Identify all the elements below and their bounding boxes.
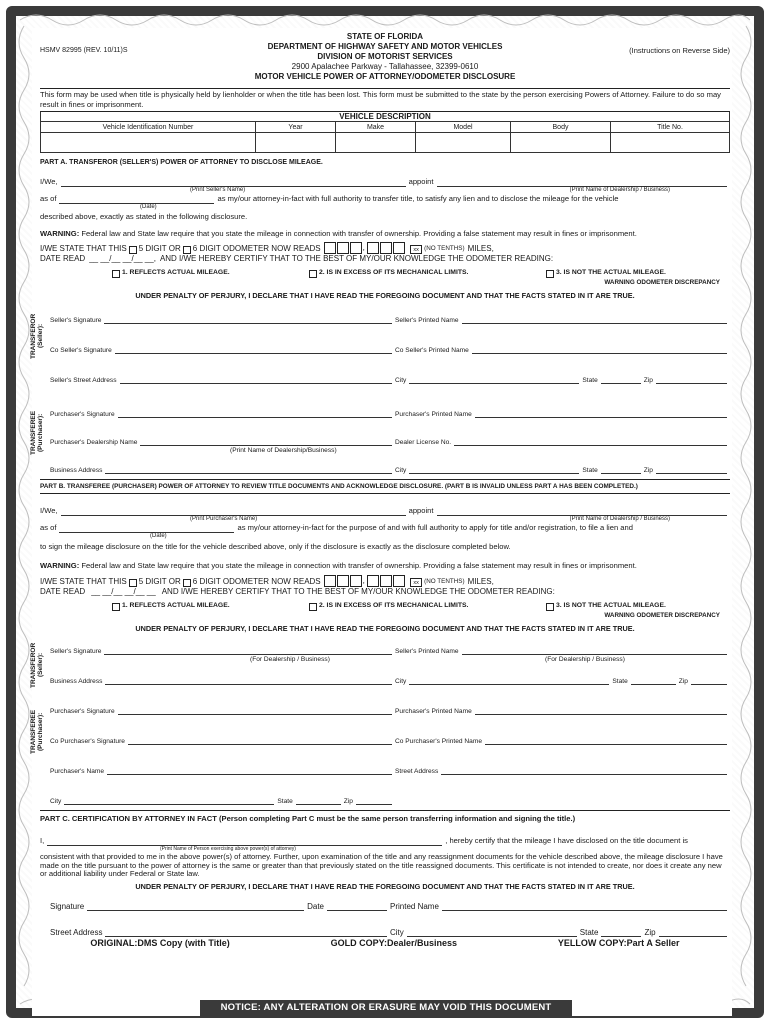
purchaser-signature-field[interactable] xyxy=(118,410,392,418)
vehicle-table xyxy=(40,121,730,153)
city-label: City xyxy=(395,466,407,474)
state-label: State xyxy=(579,927,599,937)
co-purchaser-printed-name-label: Co Purchaser's Printed Name xyxy=(395,738,483,745)
yellow-copy-label: YELLOW COPY:Part A Seller xyxy=(557,937,680,948)
state-that-label: I/WE STATE THAT THIS xyxy=(40,577,127,586)
reflects-actual-label: 1. REFLECTS ACTUAL MILEAGE. xyxy=(122,602,230,609)
purchaser-printed-name-label: Purchaser's Printed Name xyxy=(395,708,472,715)
title-no-field[interactable] xyxy=(611,133,730,153)
part-b-transferee-block xyxy=(30,689,730,805)
transferee-label: TRANSFEREE (Purchaser): xyxy=(30,410,44,455)
excess-limits-checkbox[interactable] xyxy=(309,270,317,278)
caption-attorney-name: (Print Name of Person exercising above power(s) of attorney) xyxy=(160,846,296,852)
year-field[interactable] xyxy=(256,133,336,153)
caption-purchaser-name: (Print Purchaser's Name) xyxy=(190,515,258,522)
city-field[interactable] xyxy=(407,929,577,937)
transferor-label: TRANSFEROR (Seller): xyxy=(30,312,44,359)
part-b-warning xyxy=(40,561,730,571)
business-address-field[interactable] xyxy=(105,677,392,685)
odometer-digit-6[interactable] xyxy=(393,242,405,254)
dealer-license-field[interactable] xyxy=(454,438,727,446)
not-actual-checkbox[interactable] xyxy=(546,603,554,611)
part-a-perjury: UNDER PENALTY OF PERJURY, I DECLARE THAT I HAVE READ THE FOREGOING DOCUMENT AND THAT THE FACTS STATED IN IT ARE TRUE. xyxy=(135,290,635,300)
odometer-digit-4[interactable] xyxy=(367,242,379,254)
not-actual-checkbox[interactable] xyxy=(546,270,554,278)
zip-label: Zip xyxy=(343,798,353,805)
attorney-name-field[interactable] xyxy=(47,837,442,846)
attorney-text: as my/our attorney-in-fact with full authority to transfer title, to satisfy any lien and to disclose the mileage for the vehicle xyxy=(217,194,619,203)
caption-dealership: (Print Name of Dealership / Business) xyxy=(569,187,670,193)
odometer-digit-1[interactable] xyxy=(324,575,336,587)
warning-text: Federal law and State law require that you state the mileage in connection with transfer of ownership. Providing a false statement may result in fines or imprisonment. xyxy=(81,229,637,238)
seller-street-label: Seller's Street Address xyxy=(50,376,117,384)
date-label: Date xyxy=(307,901,324,911)
odometer-digit-1[interactable] xyxy=(324,242,336,254)
alteration-notice: NOTICE: ANY ALTERATION OR ERASURE MAY VOID THIS DOCUMENT xyxy=(200,1000,572,1016)
odometer-digit-4[interactable] xyxy=(367,575,379,587)
warning-label: WARNING: xyxy=(40,229,80,238)
co-seller-printed-name-field[interactable] xyxy=(472,346,727,354)
reflects-actual-checkbox[interactable] xyxy=(112,270,120,278)
tenths-box: xx xyxy=(410,578,422,587)
iwe-label: I/We, xyxy=(40,505,58,515)
form-number: HSMV 82995 (REV. 10/11)S xyxy=(40,47,128,54)
city-label: City xyxy=(395,678,407,685)
dealership-name-field[interactable] xyxy=(437,178,727,187)
purchaser-zip-field[interactable] xyxy=(356,797,392,805)
part-b-heading: PART B. TRANSFEREE (PURCHASER) POWER OF ATTORNEY TO REVIEW TITLE DOCUMENTS AND ACKNOWLEDGE DISCLOSURE. (PART B IS INVALID UNLESS PART A HAS BEEN COMPLETED.) xyxy=(40,482,638,490)
seller-street-field[interactable] xyxy=(120,376,393,384)
seller-printed-name-label: Seller's Printed Name xyxy=(395,316,459,324)
sign-text: to sign the mileage disclosure on the title for the vehicle described above, only if the disclosure is exactly as the disclosure completed below. xyxy=(40,541,511,551)
odometer-digit-3[interactable] xyxy=(350,242,362,254)
no-tenths-label: (NO TENTHS) xyxy=(424,578,465,585)
purchaser-name-label: Purchaser's Name xyxy=(50,768,105,775)
purchaser-printed-name-field[interactable] xyxy=(475,707,727,715)
state-label: State xyxy=(582,466,598,474)
odometer-digit-5[interactable] xyxy=(380,242,392,254)
street-address-field[interactable] xyxy=(441,767,727,775)
business-address-label: Business Address xyxy=(50,466,103,474)
date-field[interactable] xyxy=(327,903,387,911)
col-vin: Vehicle Identification Number xyxy=(41,122,256,133)
co-purchaser-printed-name-field[interactable] xyxy=(485,737,727,745)
warning-text: Federal law and State law require that you state the mileage in connection with transfer of ownership. Providing a false statement may result in fines or imprisonment. xyxy=(81,560,637,570)
vehicle-description-title: VEHICLE DESCRIPTION xyxy=(40,111,730,121)
printed-name-label: Printed Name xyxy=(390,901,439,911)
copy-distribution xyxy=(40,938,730,948)
business-zip-field[interactable] xyxy=(656,466,727,474)
signature-label: Signature xyxy=(50,901,85,911)
business-city-field[interactable] xyxy=(409,466,579,474)
odometer-digit-2[interactable] xyxy=(337,242,349,254)
seller-name-field[interactable] xyxy=(61,178,406,187)
purchaser-dealership-field[interactable] xyxy=(140,438,392,446)
excess-limits-label: 2. IS IN EXCESS OF ITS MECHANICAL LIMITS. xyxy=(319,268,469,276)
business-zip-field[interactable] xyxy=(691,677,727,685)
part-c-heading: PART C. CERTIFICATION BY ATTORNEY IN FACT (Person completing Part C must be the same person transferring information and signing the title.) xyxy=(40,814,576,823)
state-name: STATE OF FLORIDA xyxy=(346,32,424,41)
state-label: State xyxy=(612,678,628,685)
signature-field[interactable] xyxy=(87,903,304,911)
make-field[interactable] xyxy=(336,133,416,153)
odometer-digit-6[interactable] xyxy=(393,575,405,587)
odometer-discrepancy-warning: WARNING ODOMETER DISCREPANCY xyxy=(604,278,720,286)
excess-limits-label: 2. IS IN EXCESS OF ITS MECHANICAL LIMITS. xyxy=(319,602,469,609)
original-copy-label: ORIGINAL:DMS Copy (with Title) xyxy=(90,937,230,948)
body-field[interactable] xyxy=(511,133,611,153)
seller-printed-name-field[interactable] xyxy=(462,316,727,324)
col-year: Year xyxy=(256,122,336,133)
odometer-discrepancy-warning: WARNING ODOMETER DISCREPANCY xyxy=(604,612,720,619)
certify-text: AND I/WE HEREBY CERTIFY THAT TO THE BEST OF MY/OUR KNOWLEDGE THE ODOMETER READING: xyxy=(159,253,554,263)
date-field[interactable] xyxy=(59,524,234,533)
part-c-body: consistent with that provided to me in the above power(s) of attorney. Further, upon examination of the title and any reassignment documents for the vehicle described above, the mileage disclosure I have made on the title pursuant to the power of attorney is the same or greater than that previously stated on the title reassigned documents. This certificate is not intended to create, nor does it create any new or additional liability under Federal or State law. xyxy=(40,852,723,879)
purchaser-state-field[interactable] xyxy=(296,797,341,805)
five-digit-checkbox[interactable] xyxy=(129,246,137,254)
caption-seller-name: (Print Seller's Name) xyxy=(190,187,246,193)
street-address-label: Street Address xyxy=(395,768,439,775)
date-read-field[interactable]: __ __/__ __/__ __ xyxy=(91,587,156,596)
zip-label: Zip xyxy=(644,927,656,937)
division-name: DIVISION OF MOTORIST SERVICES xyxy=(317,52,453,61)
odometer-form: HSMV 82995 (REV. 10/11)S (Instructions on Reverse Side) STATE OF FLORIDA DEPARTMENT OF HIGHWAY SAFETY AND MOTOR VEHICLES DIVISION OF MOTORIST SERVICES 2900 Apalachee Parkway - Tallahassee, 32399-0610 MOTOR VEHICLE POWER OF ATTORNEY/ODOMETER DISCLOSURE This form may be used when title is physically held by lienholder or when the title has been lost. This form must be submitted to the state by the person exercising Powers of Attorney. Failure to do so may result in fines or imprisonment. VEHICLE DESCRIPTION Vehicle Identification Number Year Make Model Body Title No. PART A. TRANSFEROR (SELLER'S) POWER OF ATTORNEY TO DISCLOSE MILEAGE. I/We, appoint (Print Seller's Name) (Print Name of Dealership / Business) as of as my/our attorney-in-fact with full authority to transfer title, to satisfy any lien and to disclose the mileage for the vehicle (Date) described above, exactly as stated in the following disclosure. WARNING: Federal law and State law require that you state the mileage in connection with transfer of ownership. Providing a false statement may result in fines or imprisonment. I/WE STATE THAT THIS 5 DIGIT OR 6 DIGIT ODOMETER NOW READS , xx (NO TENTHS) MILES, DATE READ __ __/__ __/__ __, AND I/WE HEREBY CERTIFY THAT TO THE BEST OF MY/OUR KNOWLEDGE THE ODOMETER READING: 1. REFLECTS ACTUAL MILEAGE. 2. IS IN EXCESS OF ITS MECHANICAL LIMITS. 3. IS NOT THE ACTUAL MILEAGE. WARNING ODOMETER DISCREPANCY UNDER PENALTY OF PERJURY, I DECLARE THAT I HAVE READ THE FOREGOING DOCUMENT AND THAT THE FACTS STATED IN IT ARE TRUE. TRANSFEROR (Seller): Seller's Signature Seller's Printed Name Co Seller's Signature Co Seller's Printed Name Seller's Street Address City State Zip TRANSFEREE (Purchaser): Purchaser's Signature Purchaser's Printed Name Purchaser's Dealership Name Dealer License No. (Print Name of Dealership/Business) Business Address City State Zip PART B. TRANSFEREE (PURCHASER) POWER OF ATTORNEY TO REVIEW TITLE DOCUMENTS AND ACKNOWLEDGE DISCLOSURE. (PART B IS INVALID UNLESS PART A HAS BEEN COMPLETED.) I/We, appoint (Print Purchaser's Name) (Print Name of Dealership / Business) as of as my/our attorney-in-fact for the purpose of and with full authority to apply for title and/or registration, to file a lien and (Date) to sign the mileage disclosure on the title for the vehicle described above, only if the disclosure is exactly as the disclosure completed below. WARNING: Federal law and State law require that you state the mileage in connection with transfer of ownership. Providing a false statement may result in fines or imprisonment. I/WE STATE THAT THIS 5 DIGIT OR 6 DIGIT ODOMETER NOW READS , xx (NO TENTHS) MILES, DATE READ __ __/__ __/__ __ AND I/WE HEREBY CERTIFY THAT TO THE BEST OF MY/OUR KNOWLEDGE THE ODOMETER READING: 1. REFLECTS ACTUAL MILEAGE. 2. IS IN EXCESS OF ITS MECHANICAL LIMITS. 3. IS NOT THE ACTUAL MILEAGE. WARNING ODOMETER DISCREPANCY UNDER PENALTY OF PERJURY, I DECLARE THAT I HAVE READ THE FOREGOING DOCUMENT AND THAT THE FACTS STATED IN IT ARE TRUE. TRANSFEROR (Seller): Seller's Signature Seller's Printed Name (For Dealership / Business) (For Dealership / Business) Business Address City State Zip TRANSFEREE (Purchaser): Purchaser's Signature Purchaser's Printed Name Co Purchaser's Signature Co Purchaser's Printed Name Purchaser's Name Street Address City State Zip PART C. CERTIFICATION BY ATTORNEY IN FACT (Person completing Part C must be the same person transferring information and signing the title.) I, , hereby certify that the mileage I have disclosed on the title document is (Print Name of Person exercising above power(s) of attorney) consistent with that provided to me in the above power(s) of attorney. Further, upon examination of the title and any reassignment documents for the vehicle described above, the mileage disclosure I have made on the title pursuant to the power of attorney is the same or greater than that previously stated on the title reassigned documents. This certificate is not intended to create, nor does it create any new or additional liability under Federal or State law. UNDER PENALTY OF PERJURY, I DECLARE THAT I HAVE READ THE FOREGOING DOCUMENT AND THAT THE FACTS STATED IN IT ARE TRUE. Signature Date Printed Name Street Address City State Zip ORIGINAL:DMS Copy (with Title) GOLD COPY:Dealer/Business YELLOW COPY:Part A Seller xyxy=(30,32,730,948)
certify-text: , hereby certify that the mileage I have disclosed on the title document is xyxy=(445,836,688,845)
part-a-heading: PART A. TRANSFEROR (SELLER'S) POWER OF ATTORNEY TO DISCLOSE MILEAGE. xyxy=(40,159,323,166)
purchaser-signature-label: Purchaser's Signature xyxy=(50,410,115,418)
caption-printed-dealership: (For Dealership / Business) xyxy=(545,656,625,663)
purchaser-signature-field[interactable] xyxy=(118,707,392,715)
warning-label: WARNING: xyxy=(40,560,80,570)
six-digit-label: 6 DIGIT ODOMETER NOW READS xyxy=(192,243,321,253)
purchaser-dealership-label: Purchaser's Dealership Name xyxy=(50,438,138,446)
tenths-box: xx xyxy=(410,245,422,254)
iwe-label: I/We, xyxy=(40,177,58,186)
intro-text: This form may be used when title is physically held by lienholder or when the title has been lost. This form must be submitted to the state by the person exercising Powers of Attorney. Failure to do so may result in fines or imprisonment. xyxy=(40,90,721,109)
excess-limits-checkbox[interactable] xyxy=(309,603,317,611)
no-tenths-label: (NO TENTHS) xyxy=(424,244,465,252)
attorney-text: as my/our attorney-in-fact for the purpose of and with full authority to apply for title and/or registration, to file a lien and xyxy=(237,522,633,532)
street-address-field[interactable] xyxy=(105,929,387,937)
business-state-field[interactable] xyxy=(601,466,641,474)
date-read-label: DATE READ xyxy=(40,253,86,263)
caption-dealership: (Print Name of Dealership / Business) xyxy=(569,515,670,522)
six-digit-checkbox[interactable] xyxy=(183,246,191,254)
street-address-label: Street Address xyxy=(50,927,103,937)
purchaser-signature-label: Purchaser's Signature xyxy=(50,708,115,715)
seller-signature-field[interactable] xyxy=(104,316,392,324)
transferor-label: TRANSFEROR (Seller): xyxy=(30,642,44,688)
zip-label: Zip xyxy=(643,466,653,474)
appoint-label: appoint xyxy=(408,177,434,186)
miles-label: MILES, xyxy=(467,577,494,586)
miles-label: MILES, xyxy=(467,243,494,253)
transferee-label: TRANSFEREE (Purchaser): xyxy=(30,709,44,755)
zip-label: Zip xyxy=(678,678,688,685)
seller-signature-field[interactable] xyxy=(104,647,392,655)
state-label: State xyxy=(277,798,293,805)
six-digit-checkbox[interactable] xyxy=(183,579,191,587)
seller-printed-name-field[interactable] xyxy=(462,647,727,655)
odometer-digit-2[interactable] xyxy=(337,575,349,587)
described-text: described above, exactly as stated in the following disclosure. xyxy=(40,212,248,221)
co-purchaser-signature-label: Co Purchaser's Signature xyxy=(50,738,125,745)
caption-dealership-business: (Print Name of Dealership/Business) xyxy=(230,446,337,454)
col-body: Body xyxy=(511,122,611,133)
city-label: City xyxy=(395,376,407,384)
part-b-perjury: UNDER PENALTY OF PERJURY, I DECLARE THAT I HAVE READ THE FOREGOING DOCUMENT AND THAT THE FACTS STATED IN IT ARE TRUE. xyxy=(135,624,635,633)
purchaser-printed-name-field[interactable] xyxy=(475,410,727,418)
state-that-label: I/WE STATE THAT THIS xyxy=(40,243,127,253)
purchaser-printed-name-label: Purchaser's Printed Name xyxy=(395,410,472,418)
part-a-transferor-block xyxy=(30,306,730,384)
seller-zip-field[interactable] xyxy=(656,376,727,384)
zip-field[interactable] xyxy=(659,929,727,937)
business-state-field[interactable] xyxy=(631,677,676,685)
date-read-label: DATE READ xyxy=(40,587,86,596)
six-digit-label: 6 DIGIT ODOMETER NOW READS xyxy=(192,577,321,586)
caption-date: (Date) xyxy=(140,204,157,210)
state-field[interactable] xyxy=(601,929,641,937)
department-name: DEPARTMENT OF HIGHWAY SAFETY AND MOTOR VEHICLES xyxy=(267,42,503,51)
date-field[interactable] xyxy=(59,195,214,204)
dealership-name-field[interactable] xyxy=(437,507,727,516)
state-label: State xyxy=(582,376,598,384)
co-seller-signature-label: Co Seller's Signature xyxy=(50,346,112,354)
part-a-transferee-block xyxy=(30,388,730,474)
five-digit-checkbox[interactable] xyxy=(129,579,137,587)
form-header xyxy=(40,32,730,88)
seller-state-field[interactable] xyxy=(601,376,641,384)
business-address-label: Business Address xyxy=(50,678,103,685)
col-model: Model xyxy=(416,122,511,133)
seller-signature-label: Seller's Signature xyxy=(50,648,102,655)
city-label: City xyxy=(50,798,62,805)
caption-seller-dealership: (For Dealership / Business) xyxy=(250,656,330,663)
co-seller-printed-name-label: Co Seller's Printed Name xyxy=(395,346,469,354)
five-digit-label: 5 DIGIT OR xyxy=(138,243,181,253)
part-a-warning xyxy=(40,229,730,239)
printed-name-field[interactable] xyxy=(442,903,727,911)
purchaser-name-field[interactable] xyxy=(61,507,406,516)
certify-text: AND I/WE HEREBY CERTIFY THAT TO THE BEST OF MY/OUR KNOWLEDGE THE ODOMETER READING: xyxy=(161,587,555,596)
purchaser-name-field[interactable] xyxy=(107,767,392,775)
department-address: 2900 Apalachee Parkway - Tallahassee, 32399-0610 xyxy=(291,62,479,71)
seller-signature-label: Seller's Signature xyxy=(50,316,102,324)
col-make: Make xyxy=(336,122,416,133)
vin-field[interactable] xyxy=(41,133,256,153)
seller-city-field[interactable] xyxy=(409,376,579,384)
caption-date: (Date) xyxy=(150,532,167,539)
purchaser-city-field[interactable] xyxy=(64,797,274,805)
dealer-license-label: Dealer License No. xyxy=(395,438,452,446)
date-read-field[interactable]: __ __/__ __/__ __, xyxy=(89,253,156,263)
co-seller-signature-field[interactable] xyxy=(115,346,392,354)
col-title-no: Title No. xyxy=(611,122,730,133)
business-address-field[interactable] xyxy=(105,466,392,474)
seller-printed-name-label: Seller's Printed Name xyxy=(395,648,459,655)
city-label: City xyxy=(390,927,404,937)
appoint-label: appoint xyxy=(408,505,434,515)
business-city-field[interactable] xyxy=(409,677,609,685)
odometer-digit-3[interactable] xyxy=(350,575,362,587)
as-of-label: as of xyxy=(40,194,57,203)
not-actual-label: 3. IS NOT THE ACTUAL MILEAGE. xyxy=(556,268,666,276)
as-of-label: as of xyxy=(40,522,57,532)
reflects-actual-label: 1. REFLECTS ACTUAL MILEAGE. xyxy=(122,268,230,276)
odometer-digit-5[interactable] xyxy=(380,575,392,587)
not-actual-label: 3. IS NOT THE ACTUAL MILEAGE. xyxy=(556,602,666,609)
part-b-transferor-block xyxy=(30,639,730,688)
five-digit-label: 5 DIGIT OR xyxy=(138,577,181,586)
reflects-actual-checkbox[interactable] xyxy=(112,603,120,611)
i-label: I, xyxy=(40,836,45,845)
model-field[interactable] xyxy=(416,133,511,153)
zip-label: Zip xyxy=(643,376,653,384)
co-purchaser-signature-field[interactable] xyxy=(128,737,392,745)
gold-copy-label: GOLD COPY:Dealer/Business xyxy=(330,937,457,948)
form-title: MOTOR VEHICLE POWER OF ATTORNEY/ODOMETER DISCLOSURE xyxy=(254,72,516,81)
part-c-perjury: UNDER PENALTY OF PERJURY, I DECLARE THAT I HAVE READ THE FOREGOING DOCUMENT AND THAT THE FACTS STATED IN IT ARE TRUE. xyxy=(135,881,635,891)
instructions-note: (Instructions on Reverse Side) xyxy=(629,46,730,55)
